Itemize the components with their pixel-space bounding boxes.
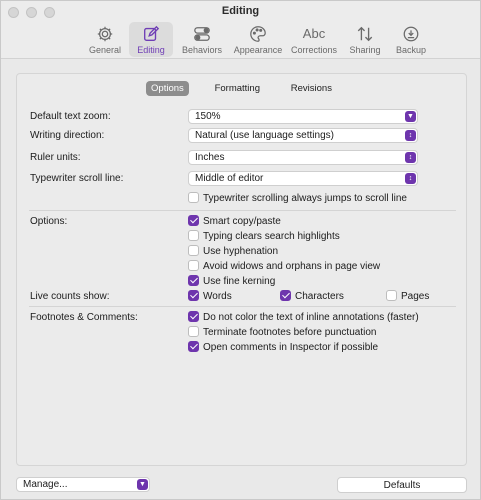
- fine-kerning-checkbox[interactable]: [188, 275, 275, 287]
- footnotes-label: Footnotes & Comments:: [30, 312, 138, 323]
- chevron-updown-icon: ↕: [405, 173, 416, 184]
- words-checkbox[interactable]: [188, 290, 232, 302]
- manage-popup[interactable]: [16, 477, 150, 492]
- editing-options-panel: [16, 73, 467, 466]
- toolbar-behaviors[interactable]: [175, 22, 229, 57]
- use-hyphenation-checkbox[interactable]: [188, 245, 278, 257]
- toolbar-behaviors-label: Behaviors: [181, 45, 223, 55]
- toolbar-sharing[interactable]: [343, 22, 387, 57]
- pages-label: Pages: [401, 291, 430, 302]
- typewriter-value: Middle of editor: [195, 173, 264, 184]
- writing-direction-row: [30, 128, 460, 144]
- toolbar-corrections[interactable]: [287, 22, 341, 57]
- tab-revisions[interactable]: Revisions: [290, 83, 332, 94]
- typing-clears-highlights-checkbox[interactable]: [188, 230, 340, 242]
- ruler-units-label: Ruler units:: [30, 152, 81, 163]
- options-row-1: [30, 214, 460, 230]
- toolbar-backup[interactable]: [389, 22, 433, 57]
- footnotes-row-2: [30, 325, 460, 341]
- writing-direction-select[interactable]: [188, 128, 418, 143]
- toolbar-corrections-label: Corrections: [290, 45, 337, 55]
- editing-tabs: [17, 81, 466, 96]
- toggles-icon: [193, 24, 211, 43]
- chevron-updown-icon: ↕: [405, 152, 416, 163]
- checkbox-checked: [188, 215, 199, 226]
- text-zoom-select[interactable]: [188, 109, 418, 124]
- toolbar-general[interactable]: [83, 22, 127, 57]
- checkbox-unchecked: [188, 326, 199, 337]
- ruler-units-row: [30, 150, 460, 166]
- window-title: Editing: [221, 5, 260, 17]
- checkbox-checked: [188, 341, 199, 352]
- typewriter-jump-label: Typewriter scrolling always jumps to scroll line: [203, 193, 407, 204]
- footnotes-row-1: [30, 310, 460, 326]
- defaults-button[interactable]: Defaults: [337, 477, 467, 493]
- typewriter-jump-row: [30, 191, 460, 207]
- typewriter-select[interactable]: [188, 171, 418, 186]
- text-zoom-value: 150%: [195, 111, 221, 122]
- terminate-footnotes-label: Terminate footnotes before punctuation: [203, 327, 377, 338]
- sort-arrows-icon: [356, 24, 374, 43]
- options-label: Options:: [30, 216, 68, 227]
- abc-glyph: Abc: [302, 25, 326, 41]
- chevron-down-icon: ▼: [405, 111, 416, 122]
- avoid-widows-checkbox[interactable]: [188, 260, 380, 272]
- use-hyphenation-label: Use hyphenation: [203, 246, 279, 257]
- checkbox-unchecked: [386, 290, 397, 301]
- backup-icon: [402, 24, 420, 43]
- checkbox-checked: [188, 311, 199, 322]
- characters-label: Characters: [295, 291, 344, 302]
- checkbox-unchecked: [188, 260, 199, 271]
- typing-clears-highlights-label: Typing clears search highlights: [203, 231, 340, 242]
- writing-direction-label: Writing direction:: [30, 130, 105, 141]
- options-row-2: [30, 229, 460, 245]
- section-divider: [29, 306, 456, 307]
- text-zoom-row: [30, 109, 460, 125]
- tab-formatting[interactable]: Formatting: [214, 83, 260, 94]
- chevron-updown-icon: ↕: [405, 130, 416, 141]
- text-zoom-label: Default text zoom:: [30, 111, 111, 122]
- typewriter-jump-checkbox[interactable]: [188, 192, 407, 204]
- fine-kerning-label: Use fine kerning: [203, 276, 276, 287]
- toolbar-appearance-label: Appearance: [233, 45, 283, 55]
- toolbar-editing-label: Editing: [137, 45, 165, 55]
- terminate-footnotes-checkbox[interactable]: [188, 326, 376, 338]
- smart-copy-paste-checkbox[interactable]: [188, 215, 281, 227]
- writing-direction-value: Natural (use language settings): [195, 130, 334, 141]
- toolbar-editing[interactable]: [129, 22, 173, 57]
- open-comments-inspector-label: Open comments in Inspector if possible: [203, 342, 379, 353]
- typewriter-label: Typewriter scroll line:: [30, 173, 124, 184]
- title-bar: [1, 1, 480, 59]
- manage-label: Manage...: [23, 479, 68, 490]
- toolbar-sharing-label: Sharing: [349, 45, 381, 55]
- abc-icon: [303, 24, 325, 43]
- smart-copy-paste-label: Smart copy/paste: [203, 216, 281, 227]
- edit-icon: [142, 24, 160, 43]
- checkbox-unchecked: [188, 230, 199, 241]
- preferences-toolbar: [83, 22, 435, 57]
- gear-icon: [96, 24, 114, 43]
- ruler-units-select[interactable]: [188, 150, 418, 165]
- checkbox-checked: [188, 290, 199, 301]
- tab-options[interactable]: Options: [146, 81, 189, 96]
- chevron-down-icon: ▼: [137, 479, 148, 490]
- avoid-widows-label: Avoid widows and orphans in page view: [203, 261, 381, 272]
- characters-checkbox[interactable]: [280, 290, 344, 302]
- live-counts-row: [30, 289, 460, 305]
- toolbar-general-label: General: [88, 45, 122, 55]
- section-divider: [29, 210, 456, 211]
- words-label: Words: [203, 291, 232, 302]
- checkbox-unchecked: [188, 245, 199, 256]
- footnotes-row-3: [30, 340, 460, 356]
- no-color-annotations-label: Do not color the text of inline annotations (faster): [203, 312, 419, 323]
- checkbox-checked: [188, 275, 199, 286]
- typewriter-row: [30, 171, 460, 187]
- no-color-annotations-checkbox[interactable]: [188, 311, 419, 323]
- options-row-3: [30, 244, 460, 260]
- toolbar-appearance[interactable]: [231, 22, 285, 57]
- pages-checkbox[interactable]: [386, 290, 429, 302]
- open-comments-inspector-checkbox[interactable]: [188, 341, 378, 353]
- live-counts-label: Live counts show:: [30, 291, 110, 302]
- ruler-units-value: Inches: [195, 152, 225, 163]
- toolbar-backup-label: Backup: [395, 45, 427, 55]
- options-row-4: [30, 259, 460, 275]
- options-row-5: [30, 274, 460, 290]
- checkbox-checked: [280, 290, 291, 301]
- checkbox-unchecked: [188, 192, 199, 203]
- palette-icon: [249, 24, 267, 43]
